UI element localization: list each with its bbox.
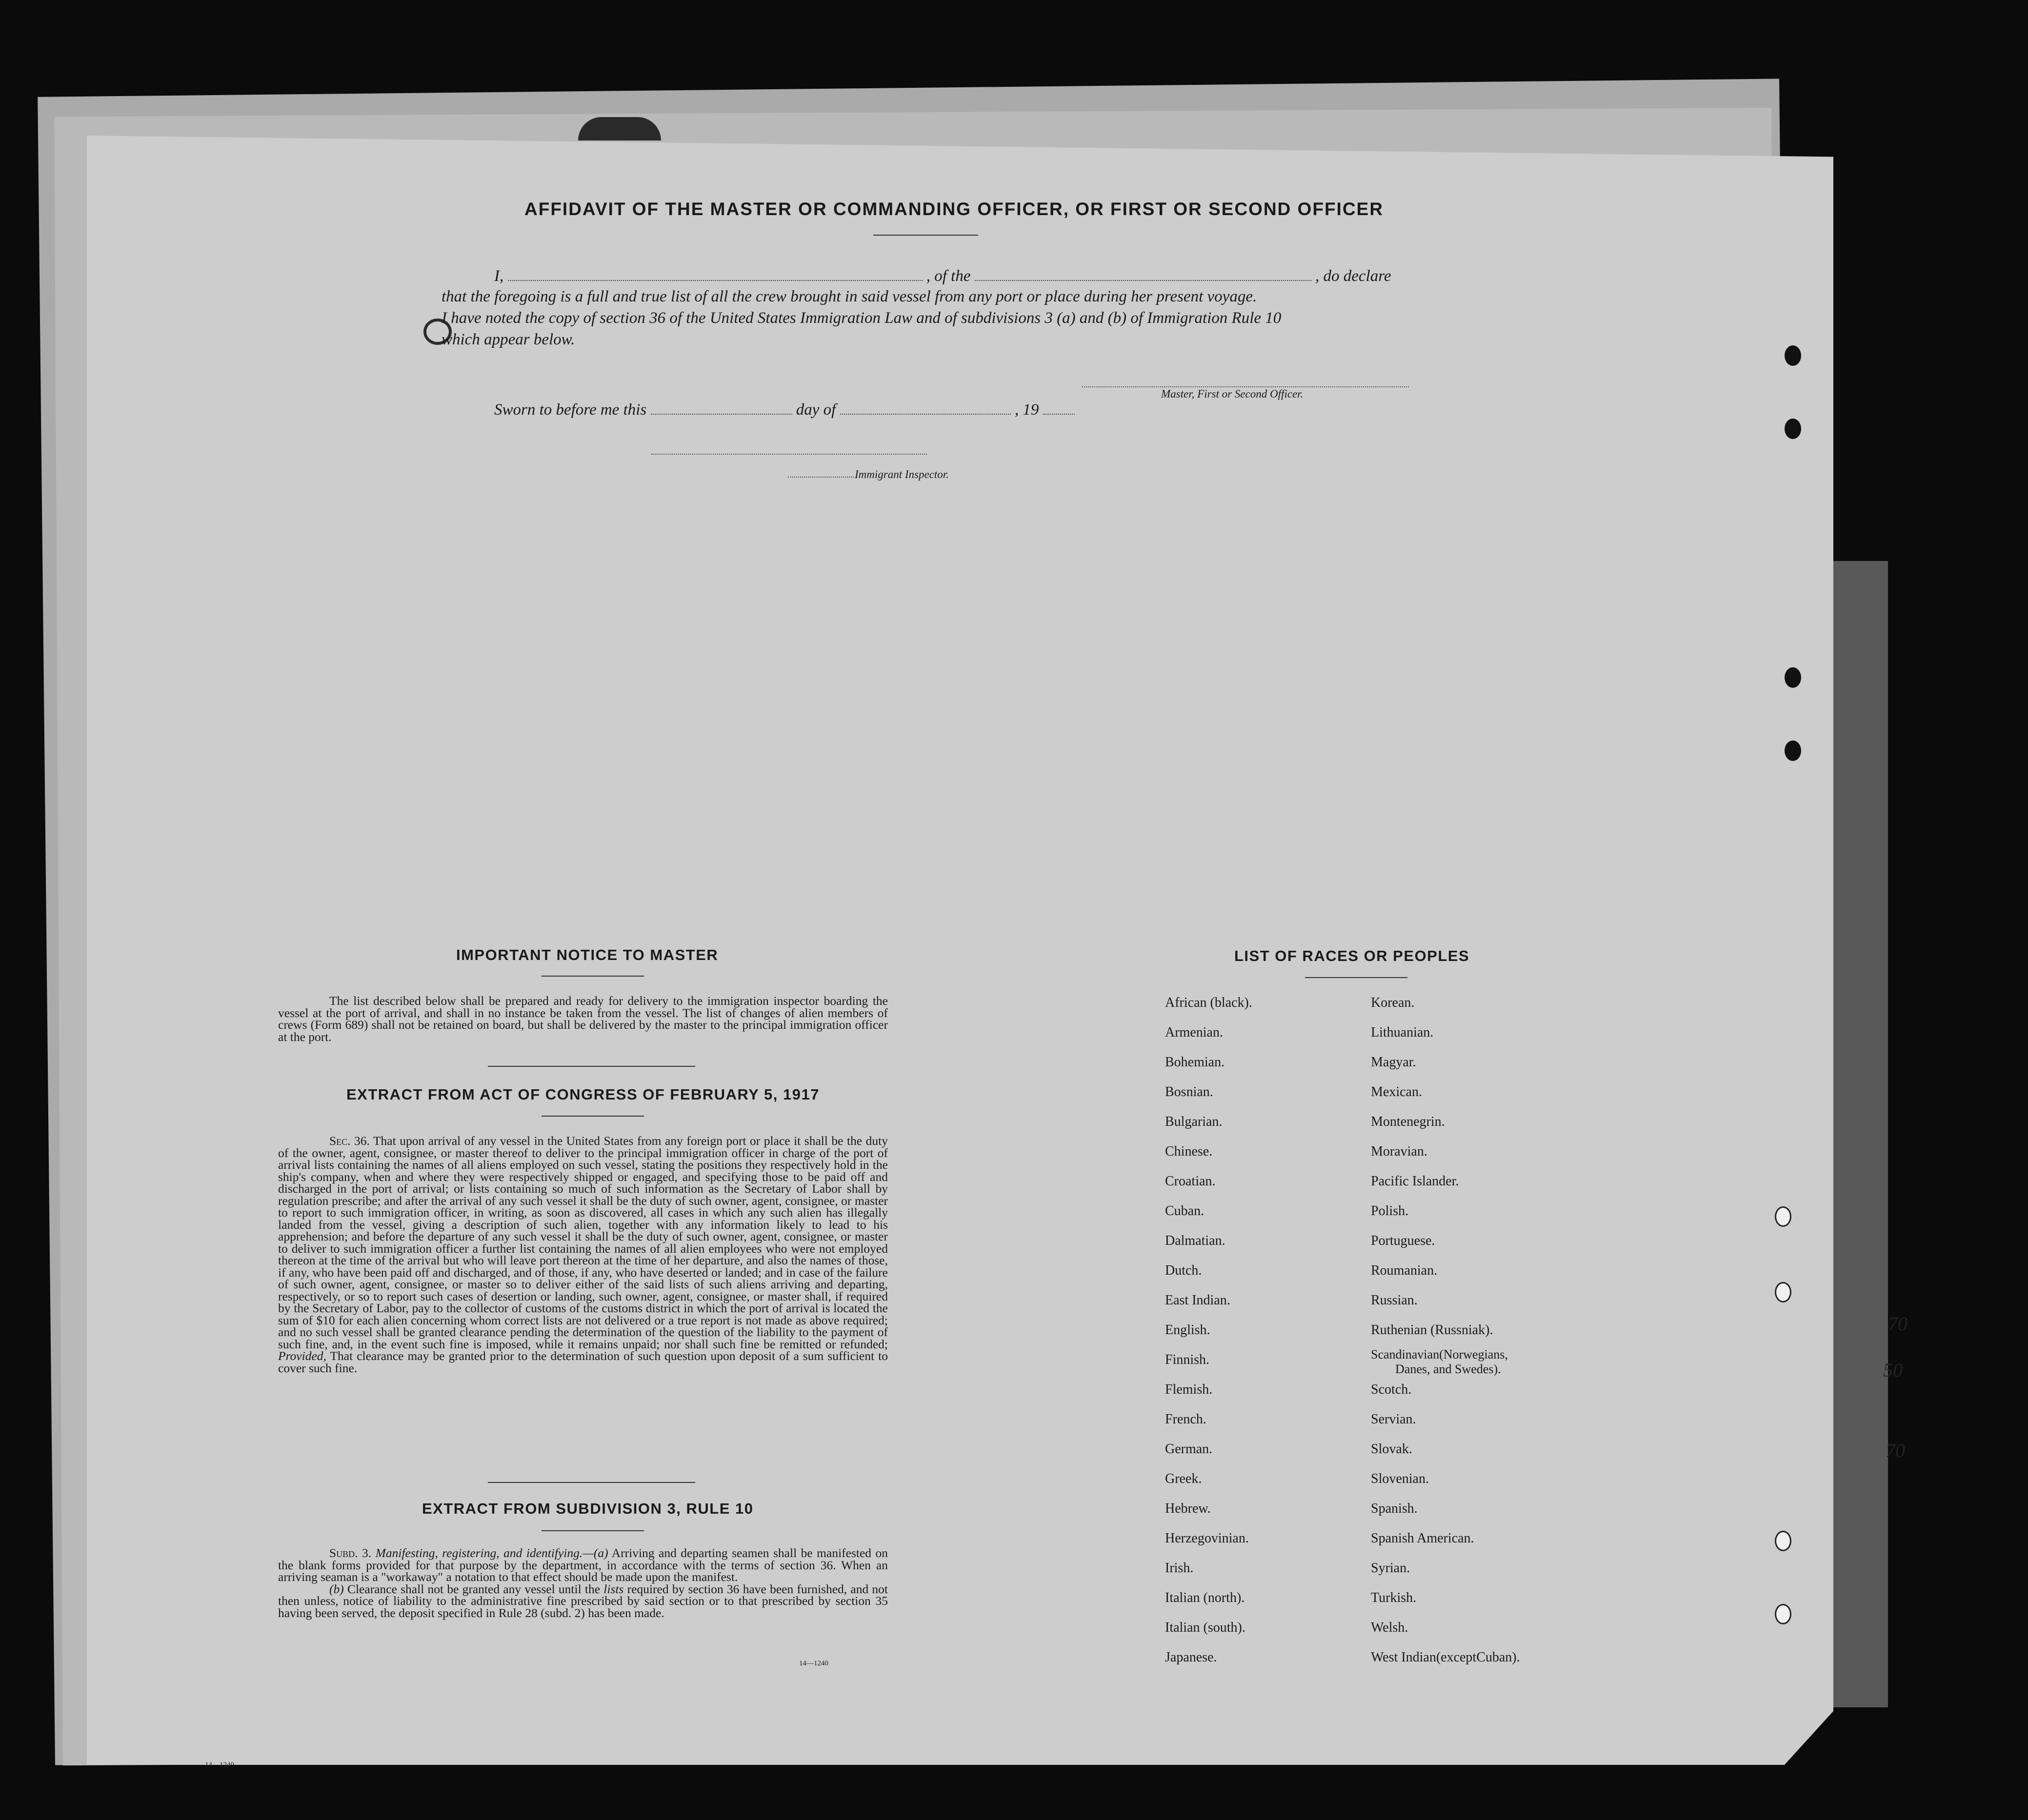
- race-item: Russian.: [1371, 1293, 1418, 1308]
- name-blank: [508, 270, 923, 281]
- race-item: African (black).: [1165, 995, 1252, 1010]
- affidavit-line-2: that the foregoing is a full and true list of all the crew brought in said vessel from any port or place during her present voyage.: [442, 288, 1257, 305]
- race-item: Croatian.: [1165, 1174, 1216, 1189]
- divider: [1305, 977, 1407, 978]
- race-item: Herzegovinian.: [1165, 1531, 1249, 1546]
- race-item: Irish.: [1165, 1560, 1194, 1576]
- race-item: Korean.: [1371, 995, 1415, 1010]
- rule10-b-label: (b): [329, 1581, 344, 1596]
- binder-hole: [1775, 1206, 1791, 1227]
- month-blank: [840, 404, 1011, 415]
- divider: [542, 1530, 644, 1531]
- master-signature-label: Master, First or Second Officer.: [1161, 388, 1304, 400]
- rule10-text: [278, 1547, 888, 1619]
- race-item: Bulgarian.: [1165, 1114, 1223, 1129]
- race-item: Roumanian.: [1371, 1263, 1438, 1278]
- vessel-blank: [975, 270, 1311, 281]
- binder-hole: [1785, 419, 1801, 439]
- affidavit-line-1: [442, 267, 1412, 285]
- affidavit-line-4: which appear below.: [442, 331, 575, 348]
- race-item: Scandinavian(Norwegians, Danes, and Swedes).: [1371, 1347, 1508, 1376]
- rule10-subd-label: Subd. 3.: [329, 1546, 372, 1560]
- race-item: Greek.: [1165, 1471, 1202, 1486]
- affidavit-do-declare: , do declare: [1315, 267, 1391, 285]
- form-number: 14—1240: [799, 1660, 828, 1667]
- race-item: Portuguese.: [1371, 1233, 1435, 1248]
- affidavit-of-the: , of the: [926, 267, 971, 285]
- race-item: Slovak.: [1371, 1441, 1412, 1457]
- footer-form-number: 14—1240: [205, 1761, 234, 1769]
- act-heading: EXTRACT FROM ACT OF CONGRESS OF FEBRUARY 5, 1917: [346, 1086, 820, 1103]
- race-item: Bosnian.: [1165, 1084, 1213, 1100]
- binder-hole: [1775, 1531, 1791, 1551]
- handwritten-mark: 50: [1883, 1359, 1903, 1381]
- rule10-heading: EXTRACT FROM SUBDIVISION 3, RULE 10: [422, 1500, 754, 1517]
- race-item: Lithuanian.: [1371, 1025, 1434, 1040]
- handwritten-mark: 70: [1886, 1440, 1905, 1461]
- race-item: West Indian(exceptCuban).: [1371, 1650, 1520, 1665]
- race-item: Turkish.: [1371, 1590, 1417, 1605]
- race-item: East Indian.: [1165, 1293, 1230, 1308]
- race-item: Servian.: [1371, 1412, 1416, 1427]
- race-item: Bohemian.: [1165, 1055, 1225, 1070]
- seal-edge: [578, 117, 661, 140]
- notice-heading: IMPORTANT NOTICE TO MASTER: [456, 946, 719, 963]
- notice-text: [278, 995, 888, 1043]
- divider: [488, 1066, 695, 1067]
- rule10-subd-title: Manifesting, registering, and identifying.—(a): [375, 1546, 608, 1560]
- inspector-dotted-lead: [788, 477, 854, 478]
- year-blank: [1043, 404, 1075, 415]
- race-item: Chinese.: [1165, 1144, 1213, 1159]
- race-item: Magyar.: [1371, 1055, 1416, 1070]
- race-item: Hebrew.: [1165, 1501, 1211, 1516]
- inspector-signature-line: [651, 454, 927, 455]
- race-item: Finnish.: [1165, 1352, 1210, 1367]
- race-item: Scotch.: [1371, 1382, 1412, 1397]
- race-item: Italian (north).: [1165, 1590, 1245, 1605]
- binder-hole: [1785, 667, 1801, 688]
- rule10-text-b1: Clearance shall not be granted any vessel until the: [347, 1581, 601, 1596]
- race-item: Ruthenian (Russniak).: [1371, 1322, 1493, 1338]
- binder-hole: [1785, 345, 1801, 366]
- act-body-end: That clearance may be granted prior to the determination of such question upon deposit of a sum sufficient to cover such fine.: [278, 1349, 888, 1375]
- race-item: Dutch.: [1165, 1263, 1202, 1278]
- affidavit-title: AFFIDAVIT OF THE MASTER OR COMMANDING OFFICER, OR FIRST OR SECOND OFFICER: [524, 199, 1384, 219]
- act-text: [278, 1135, 888, 1374]
- divider: [542, 1116, 644, 1117]
- affidavit-line-3: I have noted the copy of section 36 of the United States Immigration Law and of subdivisions 3 (a) and (b) of Immigration Rule 10: [442, 309, 1282, 327]
- race-item: Welsh.: [1371, 1620, 1408, 1635]
- binder-hole: [1775, 1604, 1791, 1624]
- race-item: Slovenian.: [1371, 1471, 1429, 1486]
- binder-hole: [1785, 740, 1801, 761]
- sworn-text-b: day of: [796, 401, 836, 419]
- act-body: That upon arrival of any vessel in the United States from any foreign port or place it shall be the duty of the owner, agent, consignee, or master thereof to deliver to the principal immigration officer in charge of the port of arrival lists containing the names of all aliens employed on such vessel, stating the positions they respectively hold in the ship's company, when and where they were respectively shipped or engaged, and specifying those to be paid off and discharged in the port of arrival; or lists containing so much of such information as the Secretary of Labor shall by regulation prescribe; and after the arrival of any such vessel it shall be the duty of such owner, agent, consignee, or master to report to such immigration officer, in writing, as soon as discovered, all cases in which any such alien has illegally landed from the vessel, giving a description of such alien, together with any information likely to lead to his apprehension; and before the departure of any such vessel it shall be the duty of such owner, agent, consignee, or master to deliver to such immigration officer a further list containing the names of all alien employees who were not employed thereon at the time of the arrival but who will leave port thereon at the time of her departure, and also the names of those, if any, who have been paid off and discharged, and of those, if any, who have deserted or landed; and in case of the failure of such owner, agent, consignee, or master so to deliver either of the said lists of such aliens arriving and departing, respectively, or so to report such cases of desertion or landing, such owner, agent, consignee, or master shall, if required by the Secretary of Labor, pay to the collector of customs of the customs district in which the port of arrival is located the sum of $10 for each alien concerning whom correct lists are not delivered or a true report is not made as above required; and no such vessel shall be granted clearance pending the determination of the question of the liability to the payment of such fine, and, in the event such fine is imposed, while it remains unpaid; nor shall such fine be remitted or refunded;: [278, 1134, 888, 1351]
- act-sec-label: Sec. 36.: [329, 1134, 370, 1148]
- race-item: German.: [1165, 1441, 1213, 1457]
- race-item: Polish.: [1371, 1203, 1409, 1219]
- affidavit-i: I,: [494, 267, 504, 285]
- race-item: Japanese.: [1165, 1650, 1217, 1665]
- rule10-text-b-lists: lists: [603, 1581, 624, 1596]
- race-item: Cuban.: [1165, 1203, 1205, 1219]
- race-item: Moravian.: [1371, 1144, 1427, 1159]
- divider: [488, 1482, 695, 1483]
- race-item: English.: [1165, 1322, 1210, 1338]
- divider: [873, 235, 978, 236]
- race-item: French.: [1165, 1412, 1206, 1427]
- races-heading: LIST OF RACES OR PEOPLES: [1234, 947, 1470, 964]
- race-item: Spanish American.: [1371, 1531, 1474, 1546]
- rule10-text-b2: required by section 36 have been furnished, and not then unless, notice of liability to the administrative fine prescribed by said section or to that prescribed by section 35 having been served, the deposit specified in Rule 28 (subd. 2) has been made.: [278, 1581, 888, 1620]
- race-item: Flemish.: [1165, 1382, 1213, 1397]
- inspector-label: Immigrant Inspector.: [855, 468, 949, 480]
- race-item: Dalmatian.: [1165, 1233, 1225, 1248]
- handwritten-mark: 70: [1888, 1313, 1908, 1335]
- notice-paragraph: The list described below shall be prepared and ready for delivery to the immigration inspector boarding the vessel at the port of arrival, and shall in no instance be taken from the vessel. The list of changes of alien members of crews (Form 689) shall not be retained on board, but shall be delivered by the master to the principal immigration officer at the port.: [278, 994, 888, 1044]
- day-blank: [651, 404, 792, 415]
- sworn-text-c: , 19: [1014, 401, 1039, 419]
- binder-hole: [1775, 1282, 1791, 1302]
- race-item-continued: Danes, and Swedes).: [1395, 1362, 1501, 1376]
- race-item: Italian (south).: [1165, 1620, 1245, 1635]
- sworn-line: [442, 401, 1412, 419]
- act-provided: Provided,: [278, 1349, 326, 1363]
- race-item: Syrian.: [1371, 1560, 1410, 1576]
- race-item: Armenian.: [1165, 1025, 1223, 1040]
- affidavit-page: [87, 136, 1833, 1765]
- rule10-text-a: Arriving and departing seamen shall be manifested on the blank forms provided for that purpose by the department, in accordance with the terms of section 36. When an arriving seaman is a "workaway" a notation to that effect should be made upon the manifest.: [278, 1546, 888, 1584]
- race-item: Pacific Islander.: [1371, 1174, 1459, 1189]
- sworn-text-a: Sworn to before me this: [494, 401, 647, 419]
- race-item: Spanish.: [1371, 1501, 1418, 1516]
- divider: [542, 976, 644, 977]
- race-item: Mexican.: [1371, 1084, 1422, 1100]
- race-item: Montenegrin.: [1371, 1114, 1445, 1129]
